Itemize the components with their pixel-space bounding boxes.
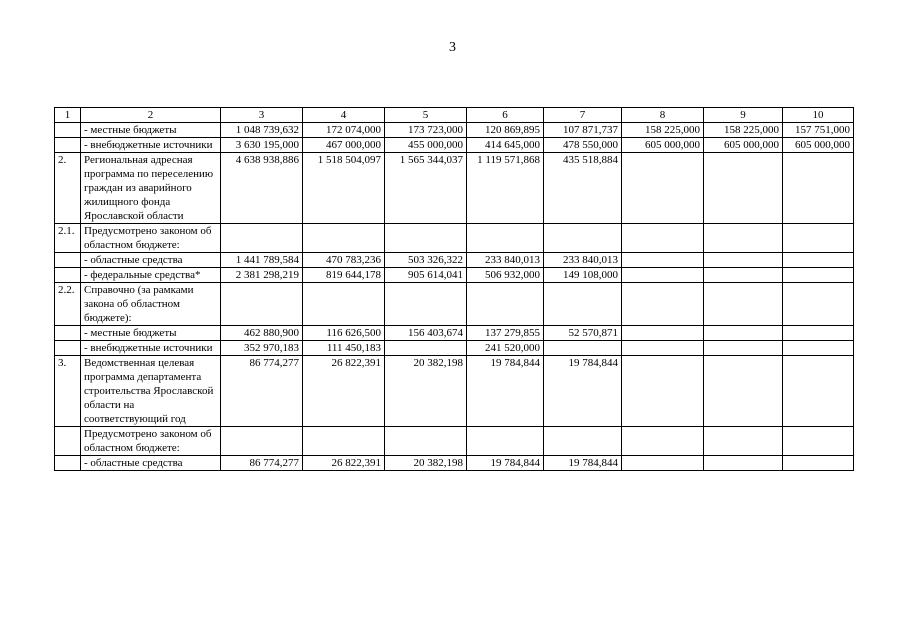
row-label: - федеральные средства* <box>81 268 221 283</box>
row-label: Предусмотрено законом об областном бюджете: <box>81 427 221 456</box>
value-cell <box>385 283 467 326</box>
column-header: 1 <box>55 108 81 123</box>
value-cell: 455 000,000 <box>385 138 467 153</box>
value-cell: 462 880,900 <box>221 326 303 341</box>
value-cell <box>783 283 854 326</box>
row-number: 2. <box>55 153 81 224</box>
value-cell: 414 645,000 <box>467 138 544 153</box>
value-cell <box>783 456 854 471</box>
page-number: 3 <box>449 40 456 55</box>
row-label: - местные бюджеты <box>81 123 221 138</box>
value-cell <box>544 341 622 356</box>
value-cell <box>385 427 467 456</box>
value-cell: 3 630 195,000 <box>221 138 303 153</box>
table-row <box>55 224 854 253</box>
value-cell: 20 382,198 <box>385 356 467 427</box>
value-cell: 233 840,013 <box>467 253 544 268</box>
table-row <box>55 341 854 356</box>
row-number: 3. <box>55 356 81 427</box>
column-header: 7 <box>544 108 622 123</box>
value-cell: 1 119 571,868 <box>467 153 544 224</box>
value-cell <box>704 427 783 456</box>
column-header: 6 <box>467 108 544 123</box>
value-cell: 819 644,178 <box>303 268 385 283</box>
row-number: 2.2. <box>55 283 81 326</box>
value-cell <box>622 283 704 326</box>
value-cell <box>704 268 783 283</box>
value-cell: 120 869,895 <box>467 123 544 138</box>
row-label: - областные средства <box>81 253 221 268</box>
table-row <box>55 456 854 471</box>
value-cell: 157 751,000 <box>783 123 854 138</box>
value-cell <box>622 356 704 427</box>
row-number <box>55 427 81 456</box>
column-header: 3 <box>221 108 303 123</box>
value-cell: 116 626,500 <box>303 326 385 341</box>
value-cell: 86 774,277 <box>221 456 303 471</box>
row-number <box>55 341 81 356</box>
table-row <box>55 356 854 427</box>
column-header: 8 <box>622 108 704 123</box>
value-cell: 241 520,000 <box>467 341 544 356</box>
value-cell <box>467 224 544 253</box>
row-number <box>55 326 81 341</box>
value-cell: 158 225,000 <box>704 123 783 138</box>
value-cell <box>704 341 783 356</box>
value-cell: 503 326,322 <box>385 253 467 268</box>
value-cell <box>622 268 704 283</box>
value-cell: 156 403,674 <box>385 326 467 341</box>
row-number <box>55 253 81 268</box>
value-cell: 1 048 739,632 <box>221 123 303 138</box>
value-cell <box>221 427 303 456</box>
table-row <box>55 326 854 341</box>
value-cell: 26 822,391 <box>303 356 385 427</box>
value-cell <box>783 427 854 456</box>
value-cell: 158 225,000 <box>622 123 704 138</box>
value-cell: 111 450,183 <box>303 341 385 356</box>
value-cell <box>783 253 854 268</box>
value-cell <box>221 283 303 326</box>
value-cell <box>622 456 704 471</box>
value-cell: 52 570,871 <box>544 326 622 341</box>
column-header: 4 <box>303 108 385 123</box>
value-cell <box>303 427 385 456</box>
value-cell: 137 279,855 <box>467 326 544 341</box>
table-header-row <box>55 108 854 123</box>
value-cell: 1 565 344,037 <box>385 153 467 224</box>
value-cell <box>622 224 704 253</box>
value-cell <box>622 153 704 224</box>
value-cell <box>467 427 544 456</box>
value-cell <box>385 224 467 253</box>
value-cell: 233 840,013 <box>544 253 622 268</box>
value-cell: 86 774,277 <box>221 356 303 427</box>
column-header: 5 <box>385 108 467 123</box>
value-cell: 173 723,000 <box>385 123 467 138</box>
value-cell <box>622 427 704 456</box>
value-cell <box>303 283 385 326</box>
value-cell <box>622 253 704 268</box>
budget-table <box>54 107 854 471</box>
value-cell <box>783 224 854 253</box>
value-cell: 149 108,000 <box>544 268 622 283</box>
value-cell <box>704 283 783 326</box>
value-cell <box>704 356 783 427</box>
value-cell: 506 932,000 <box>467 268 544 283</box>
row-number: 2.1. <box>55 224 81 253</box>
row-number <box>55 268 81 283</box>
value-cell: 107 871,737 <box>544 123 622 138</box>
value-cell: 4 638 938,886 <box>221 153 303 224</box>
value-cell <box>783 153 854 224</box>
row-label: - внебюджетные источники <box>81 341 221 356</box>
value-cell <box>303 224 385 253</box>
table-row <box>55 253 854 268</box>
row-label: Предусмотрено законом об областном бюджете: <box>81 224 221 253</box>
value-cell: 19 784,844 <box>467 456 544 471</box>
value-cell: 435 518,884 <box>544 153 622 224</box>
column-header: 10 <box>783 108 854 123</box>
value-cell: 467 000,000 <box>303 138 385 153</box>
value-cell <box>622 326 704 341</box>
row-number <box>55 123 81 138</box>
value-cell: 352 970,183 <box>221 341 303 356</box>
row-label: Справочно (за рамками закона об областном бюджете): <box>81 283 221 326</box>
value-cell: 605 000,000 <box>622 138 704 153</box>
value-cell: 20 382,198 <box>385 456 467 471</box>
row-label: - внебюджетные источники <box>81 138 221 153</box>
value-cell: 2 381 298,219 <box>221 268 303 283</box>
row-label: Региональная адресная программа по переселению граждан из аварийного жилищного фонда Ярославской области <box>81 153 221 224</box>
value-cell <box>544 427 622 456</box>
row-label: - местные бюджеты <box>81 326 221 341</box>
row-number <box>55 138 81 153</box>
table-row <box>55 123 854 138</box>
value-cell <box>704 253 783 268</box>
value-cell: 605 000,000 <box>704 138 783 153</box>
value-cell <box>704 224 783 253</box>
table-row <box>55 153 854 224</box>
value-cell <box>704 153 783 224</box>
value-cell <box>783 356 854 427</box>
value-cell <box>385 341 467 356</box>
value-cell <box>221 224 303 253</box>
table-row <box>55 268 854 283</box>
table-row <box>55 138 854 153</box>
value-cell: 1 518 504,097 <box>303 153 385 224</box>
value-cell <box>467 283 544 326</box>
value-cell <box>783 326 854 341</box>
value-cell: 172 074,000 <box>303 123 385 138</box>
value-cell: 26 822,391 <box>303 456 385 471</box>
table-row <box>55 427 854 456</box>
value-cell: 19 784,844 <box>467 356 544 427</box>
row-label: Ведомственная целевая программа департамента строительства Ярославской области на соответствующий год <box>81 356 221 427</box>
value-cell: 905 614,041 <box>385 268 467 283</box>
value-cell <box>783 268 854 283</box>
value-cell: 19 784,844 <box>544 456 622 471</box>
value-cell: 1 441 789,584 <box>221 253 303 268</box>
value-cell <box>544 283 622 326</box>
row-number <box>55 456 81 471</box>
value-cell: 478 550,000 <box>544 138 622 153</box>
value-cell <box>622 341 704 356</box>
value-cell <box>783 341 854 356</box>
value-cell: 470 783,236 <box>303 253 385 268</box>
value-cell: 19 784,844 <box>544 356 622 427</box>
value-cell: 605 000,000 <box>783 138 854 153</box>
column-header: 9 <box>704 108 783 123</box>
column-header: 2 <box>81 108 221 123</box>
row-label: - областные средства <box>81 456 221 471</box>
value-cell <box>704 456 783 471</box>
table-row <box>55 283 854 326</box>
value-cell <box>544 224 622 253</box>
value-cell <box>704 326 783 341</box>
